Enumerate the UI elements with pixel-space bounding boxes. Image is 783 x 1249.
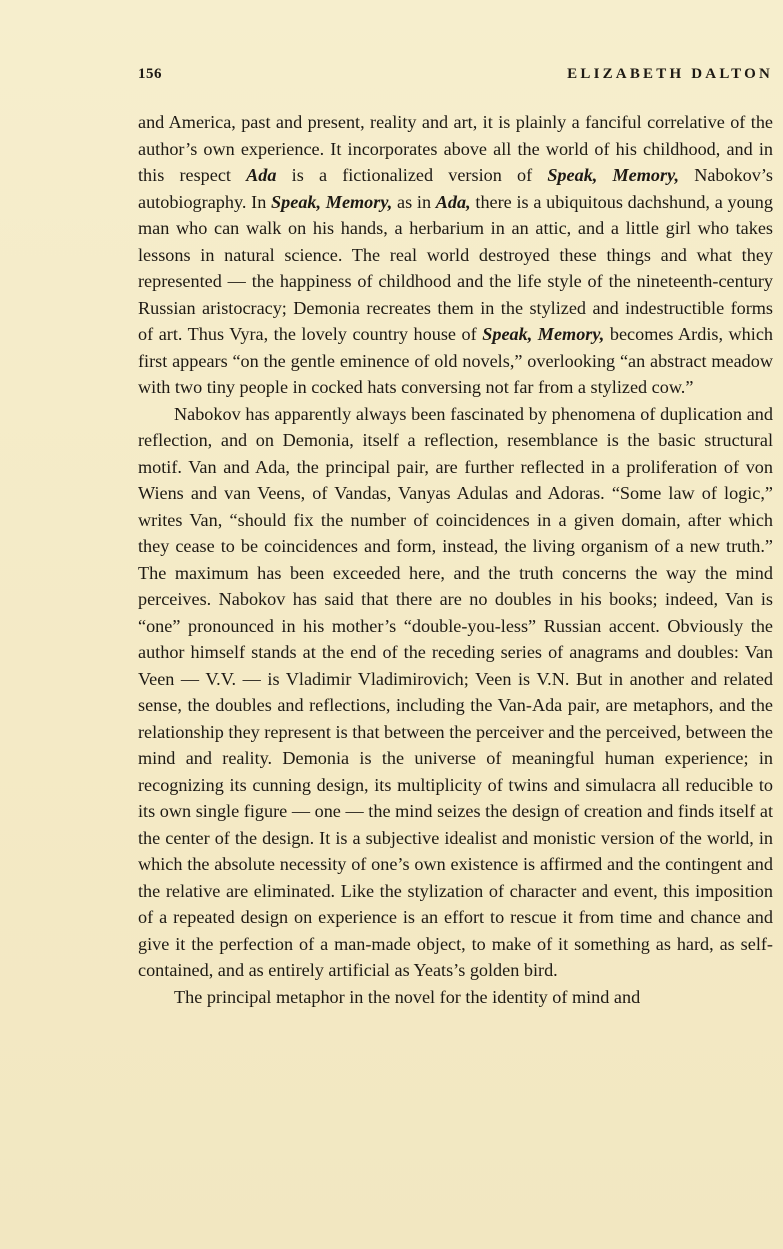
text-run: and America, past and present, reality and art, it is plainly a fanciful correlative of the author’s own experience. It incorporates above all the world of his childhood, and in this respect <box>138 112 773 185</box>
text-run: becomes Ardis, which first appears “on the gentle eminence of old novels,” overlooking “an abstract meadow with two tiny people in cocked hats conversing not far from a stylized cow.” <box>138 324 773 397</box>
text-run: Nabokov has apparently always been fascinated by phenomena of duplication and reflection, and on Demonia, itself a reflection, resemblance is the basic structural motif. Van and Ada, the principal pair, are further reflected in a proliferation of von Wiens and van Veens, of Vandas, Vanyas Adulas and Adoras. “Some law of logic,” writes Van, “should fix the number of coincidences in a given domain, after which they cease to be coincidences and form, instead, the living organism of a new truth.” The maximum has been exceeded here, and the truth concerns the way the mind perceives. Nabokov has said that there are no doubles in his books; indeed, Van is “one” pronounced in his mother’s “double-you-less” Russian accent. Obviously the author himself stands at the end of the receding series of anagrams and doubles: Van Veen — V.V. — is Vladimir Vladimirovich; Veen is V.N. But in another and related sense, the doubles and reflections, including the Van-Ada pair, are metaphors, and the relationship they represent is that between the perceiver and the perceived, between the mind and reality. Demonia is the universe of meaningful human experience; in recognizing its cunning design, its multiplicity of twins and simulacra all reducible to its own single figure — one — the mind seizes the design of creation and finds itself at the center of the design. It is a subjective idealist and monistic version of the world, in which the absolute necessity of one’s own existence is affirmed and the contingent and the relative are eliminated. Like the stylization of character and event, this imposition of a repeated design on experience is an effort to rescue it from time and chance and give it the perfection of a man-made object, to make of it something as hard, as self-contained, and as entirely artificial as Yeats’s golden bird. <box>138 403 773 980</box>
paragraph <box>138 401 773 984</box>
book-title: Speak, Memory, <box>482 324 605 344</box>
text-run: as in <box>392 191 436 212</box>
page-number: 156 <box>138 66 162 82</box>
paragraph <box>138 109 773 401</box>
body-text <box>138 109 773 1010</box>
text-run: there is a ubiquitous dachshund, a young man who can walk on his hands, a herbarium in an attic, and a little girl who takes lessons in natural science. The real world destroyed these things and what they represented — the happiness of childhood and the life style of the nineteenth-century Russian aristocracy; Demonia recreates them in the stylized and indestructible forms of art. Thus Vyra, the lovely country house of <box>138 191 773 344</box>
text-run: Nabokov’s autobiography. In <box>138 165 773 212</box>
book-title: Ada <box>246 165 277 185</box>
running-head <box>138 66 773 88</box>
book-title: Ada, <box>435 191 471 212</box>
book-title: Speak, Memory, <box>271 191 393 212</box>
paragraph <box>138 984 773 1011</box>
running-head-author: ELIZABETH DALTON <box>567 66 773 82</box>
text-run: The principal metaphor in the novel for the identity of mind and <box>174 986 641 1007</box>
book-title: Speak, Memory, <box>547 165 680 185</box>
text-run: is a fictionalized version of <box>276 165 548 185</box>
